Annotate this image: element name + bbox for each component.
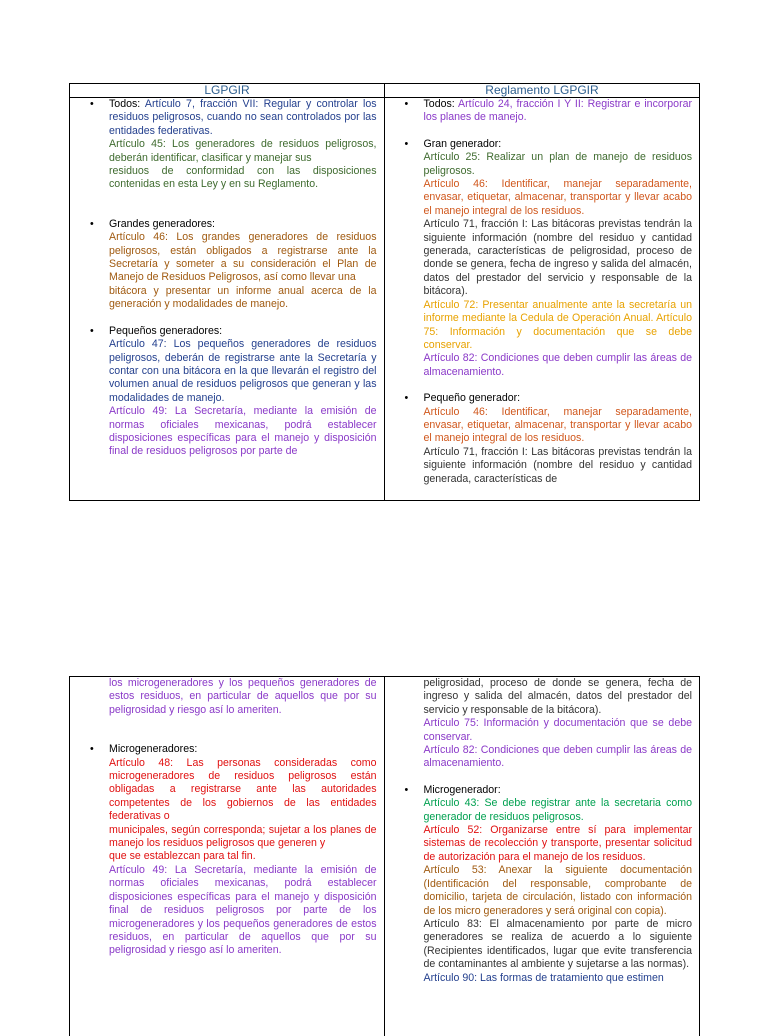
header-lgpgir: LGPGIR	[70, 84, 385, 97]
table-header	[69, 83, 700, 97]
section-block	[80, 677, 377, 717]
article-inline: Artículo 24, fracción I Y II: Registrar e incorporar los planes de manejo.	[423, 98, 693, 124]
section-bullet: • Grandes generadores:	[80, 218, 377, 231]
spacer	[80, 717, 377, 743]
spacer	[395, 771, 693, 784]
section-block	[80, 325, 377, 459]
article-text: Artículo 82: Condiciones que deben cumplir las áreas de almacenamiento.	[423, 352, 692, 378]
article-text: peligrosidad, proceso de donde se genera, fecha de ingreso y salida del almacén, datos del prestador del servicio y responsable de la bitácora).	[423, 677, 692, 716]
article-text: Artículo 75: Información y documentación que se debe conservar.	[423, 717, 692, 743]
article-text: bitácora y presentar un informe anual acerca de la generación y modalidades de manejo.	[109, 284, 377, 311]
article-text: Artículo 46: Los grandes generadores de residuos peligrosos, están obligados a registrarse ante la Secretaría y someter a su consideración el Plan de Manejo de Residuos Peligrosos, así como llevar una	[109, 231, 377, 284]
article-text: Artículo 45: Los generadores de residuos peligrosos, deberán identificar, clasificar y manejar sus	[109, 138, 377, 164]
section-bullet: • Pequeños generadores:	[80, 325, 377, 338]
article-text: Artículo 46: Identificar, manejar separadamente, envasar, etiquetar, almacenar, transportar y llevar acabo el manejo integral de los residuos.	[423, 405, 692, 445]
section-block	[395, 138, 693, 379]
column-reglamento	[385, 98, 700, 500]
section-block	[395, 98, 693, 125]
section-bullet: • Gran generador:	[395, 138, 693, 151]
column-lgpgir	[70, 98, 385, 500]
article-text: Artículo 82: Condiciones que deben cumplir las áreas de almacenamiento.	[423, 744, 692, 770]
column-reglamento	[385, 677, 700, 1036]
article-text: Artículo 43: Se debe registrar ante la secretaria como generador de residuos peligrosos.	[423, 797, 692, 823]
spacer	[395, 125, 693, 138]
article-text: municipales, según corresponda; sujetar a los planes de manejo los residuos peligrosos que generen y	[109, 823, 377, 850]
article-text: los microgeneradores y los pequeños generadores de estos residuos, en particular de aquellos que por su peligrosidad y riesgo así lo ameriten.	[109, 677, 377, 716]
article-text	[80, 98, 377, 138]
section-bullet: Todos:	[109, 98, 141, 110]
spacer	[395, 379, 693, 392]
section-block	[395, 677, 693, 771]
header-reglamento: Reglamento LGPGIR	[485, 83, 599, 97]
article-text: Artículo 49: La Secretaría, mediante la emisión de normas oficiales mexicanas, podrá establecer disposiciones específicas para el manejo y disposición final de residuos peligrosos por parte de los microgeneradores y los pequeños generadores de estos residuos, en particular de aquellos que por su peligrosidad y riesgo así lo ameriten.	[109, 863, 377, 957]
article-inline: Artículo 7, fracción VII: Regular y controlar los residuos peligrosos, cuando no sean controlados por las entidades federativas.	[109, 98, 377, 137]
section-bullet: • Microgenerador:	[395, 784, 693, 797]
article-text: Artículo 46: Identificar, manejar separadamente, envasar, etiquetar, almacenar, transportar y llevar acabo el manejo integral de los residuos.	[423, 178, 692, 217]
spacer	[80, 312, 377, 325]
section-block	[395, 784, 693, 985]
section-bullet: Todos:	[423, 98, 455, 110]
table-page-2	[69, 676, 700, 1036]
article-text: Artículo 25: Realizar un plan de manejo de residuos peligrosos.	[423, 151, 692, 177]
article-text: Artículo 47: Los pequeños generadores de residuos peligrosos, deberán de registrarse ante la Secretaría y contar con una bitácora en la que llevarán el registro del volumen anual de residuos peligrosos que generan y las modalidades de manejo.	[109, 338, 377, 404]
column-lgpgir	[70, 677, 385, 1036]
article-text: Artículo 53: Anexar la siguiente documentación (Identificación del responsable, comprobante de domicilio, tarjeta de circulación, listado con información de los micro generadores y será original con copia).	[423, 864, 692, 917]
article-text: Artículo 49: La Secretaría, mediante la emisión de normas oficiales mexicanas, podrá establecer disposiciones específicas para el manejo y disposición final de residuos peligrosos por parte de	[109, 405, 377, 458]
article-text: Artículo 71, fracción I: Las bitácoras previstas tendrán la siguiente información (nombre del residuo y cantidad generada, características de peligrosidad, proceso de donde se genera, fecha de ingreso y salida del almacén, datos del prestador del servicio y responsable de la bitácora).	[423, 218, 692, 298]
article-text	[395, 98, 693, 125]
article-text: Artículo 48: Las personas consideradas como microgeneradores de residuos peligrosos están obligadas a registrarse ante las autoridades competentes de los gobiernos de las entidades federativas o	[109, 756, 377, 823]
section-bullet: • Pequeño generador:	[395, 392, 693, 405]
article-text: residuos de conformidad con las disposiciones contenidas en esta Ley y en su Reglamento.	[109, 165, 377, 191]
article-text: Artículo 90: Las formas de tratamiento que estimen	[423, 971, 664, 984]
article-text: Artículo 83: El almacenamiento por parte de micro generadores se realiza de acuerdo a lo siguiente (Recipientes identificados, lugar que evite transferencia de contaminantes al ambiente y sujetarse a las normas).	[423, 917, 692, 971]
article-text: Artículo 52: Organizarse entre sí para implementar sistemas de recolección y transporte, presentar solicitud de autorización para el manejo de los residuos.	[423, 824, 692, 863]
section-block	[80, 218, 377, 312]
section-bullet: • Microgeneradores:	[80, 743, 377, 756]
article-text: que se establezcan para tal fin.	[109, 850, 256, 863]
section-block	[80, 98, 377, 192]
article-text: Artículo 71, fracción I: Las bitácoras previstas tendrán la siguiente información (nombre del residuo y cantidad generada, características de	[423, 445, 692, 485]
article-text: Artículo 72: Presentar anualmente ante la secretaría un informe mediante la Cedula de Operación Anual. Artículo 75: Información y documentación que se debe conservar.	[423, 298, 692, 351]
table-page-1	[69, 97, 700, 501]
section-block	[395, 392, 693, 486]
spacer	[80, 192, 377, 218]
section-block	[80, 743, 377, 958]
